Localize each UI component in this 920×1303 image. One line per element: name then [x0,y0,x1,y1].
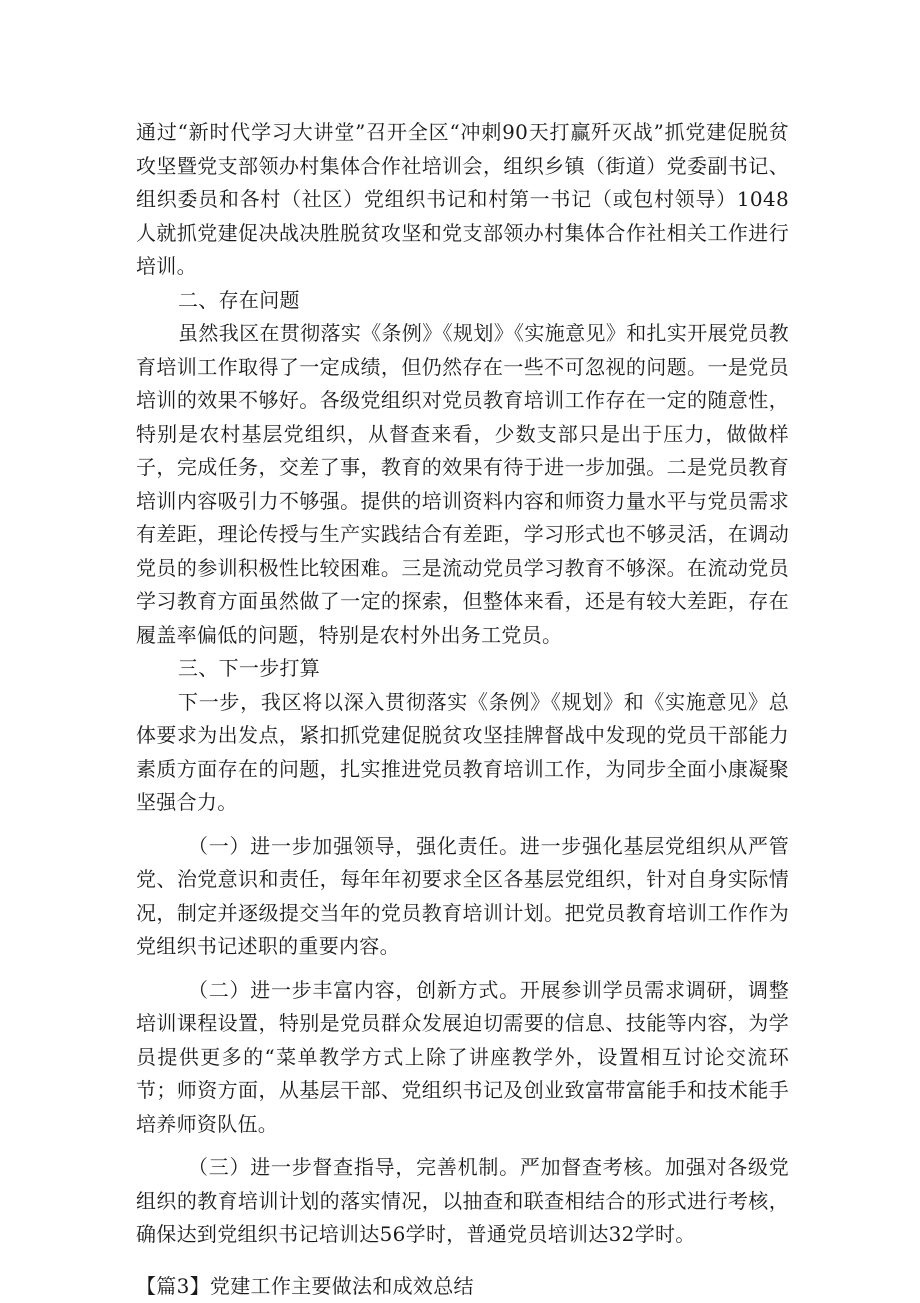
paragraph-item-3: （三）进一步督查指导，完善机制。严加督查考核。加强对各级党组织的教育培训计划的落实情况，以抽查和联查相结合的形式进行考核，确保达到党组织书记培训达56学时，普通党员培训达32学时。 [136,1151,789,1252]
spacer [136,964,789,974]
section-title: 【篇3】党建工作主要做法和成效总结 [136,1270,789,1303]
heading-existing-problems: 二、存在问题 [136,284,789,318]
paragraph-problems: 虽然我区在贯彻落实《条例》《规划》《实施意见》和扎实开展党员教育培训工作取得了一定成绩，但仍然存在一些不可忽视的问题。一是党员培训的效果不够好。各级党组织对党员教育培训工作存在一定的随意性，特别是农村基层党组织，从督查来看，少数支部只是出于压力，做做样子，完成任务，交差了事，教育的效果有待于进一步加强。二是党员教育培训内容吸引力不够强。提供的培训资料内容和师资力量水平与党员需求有差距，理论传授与生产实践结合有差距，学习形式也不够灵活，在调动党员的参训积极性比较困难。三是流动党员学习教育不够深。在流动党员学习教育方面虽然做了一定的探索，但整体来看，还是有较大差距，存在履盖率偏低的问题，特别是农村外出务工党员。 [136,317,789,652]
heading-next-steps: 三、下一步打算 [136,652,789,686]
paragraph-next-steps-intro: 下一步，我区将以深入贯彻落实《条例》《规划》和《实施意见》总体要求为出发点，紧扣抓党建促脱贫攻坚挂牌督战中发现的党员干部能力素质方面存在的问题，扎实推进党员教育培训工作，为同步全面小康凝聚坚强合力。 [136,686,789,820]
spacer [136,1141,789,1151]
spacer [136,1252,789,1270]
spacer [136,820,789,830]
paragraph-training-summary: 通过“新时代学习大讲堂”召开全区“冲刺90天打赢歼灭战”抓党建促脱贫攻坚暨党支部领办村集体合作社培训会，组织乡镇（街道）党委副书记、组织委员和各村（社区）党组织书记和村第一书记（或包村领导）1048人就抓党建促决战决胜脱贫攻坚和党支部领办村集体合作社相关工作进行培训。 [136,116,789,284]
paragraph-item-1: （一）进一步加强领导，强化责任。进一步强化基层党组织从严管党、治党意识和责任，每年年初要求全区各基层党组织，针对自身实际情况，制定并逐级提交当年的党员教育培训计划。把党员教育培训工作作为党组织书记述职的重要内容。 [136,830,789,964]
document-body [136,116,789,1303]
paragraph-item-2: （二）进一步丰富内容，创新方式。开展参训学员需求调研，调整培训课程设置，特别是党员群众发展迫切需要的信息、技能等内容，为学员提供更多的“菜单教学方式上除了讲座教学外，设置相互讨论交流环节；师资方面，从基层干部、党组织书记及创业致富带富能手和技术能手培养师资队伍。 [136,974,789,1142]
